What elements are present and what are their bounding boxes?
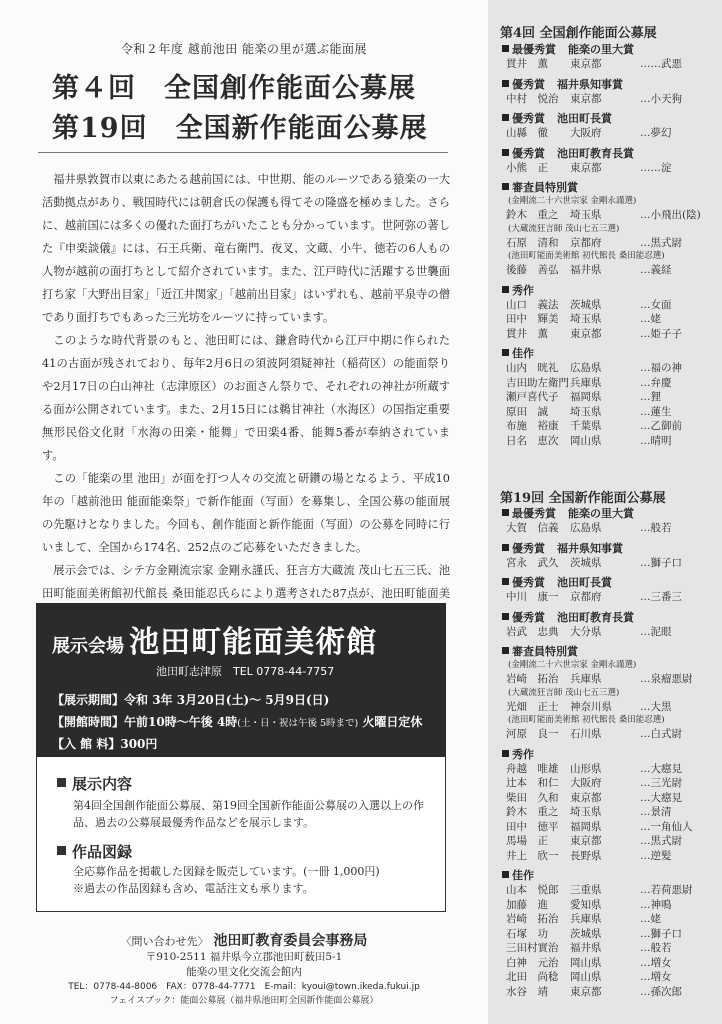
mask-title: …晴明 — [640, 434, 672, 447]
exhibit-content-text: 第4回全国創作能面公募展、第19回全国新作能面公募展の入選以上の作品、過去の公募展最優秀作品などを展示します。 — [73, 799, 424, 829]
winner-row — [502, 556, 716, 571]
award-block — [502, 644, 716, 742]
award-list-new — [502, 506, 716, 1004]
square-bullet-icon — [502, 647, 509, 654]
exhibit-info-box — [36, 757, 446, 912]
award-block — [502, 610, 716, 640]
winner-name: 山内 晄礼 — [506, 362, 559, 374]
square-bullet-icon — [502, 750, 509, 757]
winner-row — [502, 762, 716, 777]
award-category: 審査員特別賞 — [512, 181, 578, 194]
winner-prefecture: 福井県 — [570, 264, 602, 276]
winner-name: 小熊 正 — [506, 161, 548, 174]
award-name: 福井県知事賞 — [557, 77, 623, 91]
mask-title: …夢幻 — [640, 127, 672, 139]
winner-row — [502, 405, 716, 420]
square-bullet-icon — [502, 114, 509, 121]
winner-row — [502, 434, 716, 449]
award-title — [502, 42, 716, 57]
mask-title: …孫次郎 — [640, 985, 682, 998]
winner-prefecture: 岡山県 — [570, 434, 602, 447]
fee-value: 300円 — [120, 737, 158, 751]
winner-prefecture: 埼玉県 — [570, 313, 602, 325]
exhibition-subtitle: 令和２年度 越前池田 能楽の里が選ぶ能面展 — [120, 42, 368, 56]
award-title — [502, 541, 716, 556]
catalog-title: 作品図録 — [72, 843, 133, 861]
winner-prefecture: 東京都 — [570, 327, 602, 340]
award-title — [502, 146, 716, 161]
winner-row — [502, 390, 716, 405]
square-bullet-icon — [57, 846, 66, 855]
venue-name: 池田町能面美術館 — [129, 625, 378, 660]
winner-name: 鈴木 重之 — [506, 806, 559, 818]
winner-prefecture: 岡山県 — [570, 956, 602, 969]
winner-name: 石原 清和 — [506, 236, 559, 249]
winner-prefecture: 茨城県 — [570, 927, 602, 940]
award-title — [502, 506, 716, 521]
winner-row — [502, 927, 716, 942]
award-title — [502, 180, 716, 195]
winner-prefecture: 愛知県 — [570, 898, 602, 911]
mask-title: …三光尉 — [640, 777, 682, 789]
mask-title: …大黒 — [640, 700, 672, 713]
square-bullet-icon — [502, 286, 509, 293]
mask-title: …乙御前 — [640, 420, 682, 432]
contact-info — [0, 930, 488, 1008]
award-name: 池田町教育長賞 — [557, 610, 634, 624]
winner-name: 井上 欣一 — [506, 849, 559, 862]
square-bullet-icon — [502, 509, 509, 516]
award-title — [502, 346, 716, 361]
mask-title: …小飛出(陰) — [640, 209, 701, 221]
intro-paragraph: 展示会では、シテ方金剛流宗家 金剛永謹氏、狂言方大蔵流 茂山七五三氏、池田町能面美術館初代館長 桑田能忍氏らにより選考された87点が、池田町能面美 — [42, 564, 450, 600]
award-block — [502, 180, 716, 278]
selector-note: (大蔵流狂言師 茂山七五三選) — [508, 223, 620, 234]
award-title — [502, 575, 716, 590]
square-bullet-icon — [502, 544, 509, 551]
intro-text — [42, 168, 450, 628]
winner-row — [502, 521, 716, 536]
winner-row — [502, 236, 716, 251]
award-name: 能楽の里大賞 — [568, 507, 634, 520]
winner-name: 宮永 武久 — [506, 556, 559, 569]
winner-row — [502, 805, 716, 820]
square-bullet-icon — [502, 183, 509, 190]
award-name: 池田町教育長賞 — [557, 146, 634, 160]
mask-title: …神鳴 — [640, 898, 672, 911]
mask-title: …女面 — [640, 298, 672, 311]
award-title — [502, 283, 716, 298]
mask-title: …景清 — [640, 806, 672, 818]
winner-prefecture: 埼玉県 — [570, 405, 602, 418]
mask-title: …増女 — [640, 971, 672, 983]
hours-note: (土・日・祝は午後 5時まで) — [237, 718, 359, 729]
award-block — [502, 283, 716, 342]
award-list-creative — [502, 42, 716, 453]
winner-name: 辻本 和仁 — [506, 777, 559, 789]
winner-prefecture: 東京都 — [570, 58, 602, 70]
award-category: 優秀賞 — [512, 146, 545, 160]
catalog-heading — [57, 841, 132, 862]
winner-name: 山本 悦郎 — [506, 884, 559, 896]
square-bullet-icon — [502, 349, 509, 356]
contact-building: 能楽の里文化交流会館内 — [186, 966, 302, 978]
winner-name: 田中 輝美 — [506, 313, 559, 325]
section-title-creative: 第4回 全国創作能面公募展 — [500, 26, 657, 41]
winner-row — [502, 898, 716, 913]
hours-value: 午前10時～午後 4時 — [124, 715, 238, 729]
closed-day: 火曜日定休 — [362, 715, 423, 729]
mask-title: …姫子子 — [640, 327, 682, 340]
winner-name: 石塚 功 — [506, 927, 548, 940]
winner-row — [502, 590, 716, 605]
winner-prefecture: 広島県 — [570, 522, 602, 534]
winner-row — [502, 361, 716, 376]
divider — [38, 152, 448, 153]
mask-title: …黒式尉 — [640, 236, 682, 249]
winner-prefecture: 茨城県 — [570, 556, 602, 569]
award-category: 優秀賞 — [512, 77, 545, 91]
winner-prefecture: 大阪府 — [570, 127, 602, 139]
square-bullet-icon — [502, 45, 509, 52]
intro-paragraph: この「能楽の里 池田」が面を打つ人々の交流と研鑽の場となるよう、平成10年の「越前池田 能面能楽祭」で新作能面（写面）を募集し、全国公募の能面展の先駆けとなりました。今回も、創作能面と新作能面（写面）の公募を同時に行いまして、全国から174名、252点のご応募をいただきました。 — [42, 472, 450, 554]
square-bullet-icon — [57, 778, 66, 787]
winner-name: 鈴木 重之 — [506, 209, 559, 221]
winner-row — [502, 419, 716, 434]
award-category: 秀作 — [512, 283, 534, 297]
awards-column — [488, 0, 722, 1024]
mask-title: …黒式尉 — [640, 835, 682, 847]
winner-row — [502, 263, 716, 278]
winner-prefecture: 千葉県 — [570, 420, 602, 432]
exhibit-content-heading — [57, 773, 132, 794]
mask-title: …蓮生 — [640, 405, 672, 418]
winner-name: 中川 康一 — [506, 591, 559, 603]
award-category: 優秀賞 — [512, 576, 545, 589]
winner-name: 貫井 薫 — [506, 58, 548, 70]
mask-title: …福の神 — [640, 362, 682, 374]
contact-heading — [0, 930, 488, 950]
winner-prefecture: 大阪府 — [570, 777, 602, 789]
winner-row — [502, 941, 716, 956]
award-name: 池田町長賞 — [557, 576, 612, 589]
square-bullet-icon — [502, 578, 509, 585]
winner-row — [502, 834, 716, 849]
winner-name: 中村 悦治 — [506, 92, 559, 105]
winner-name: 吉田助左衛門 — [506, 376, 569, 389]
winner-row — [502, 700, 716, 715]
title-new-mask: 第19回 全国新作能面公募展 — [52, 113, 428, 144]
selector-note: (池田町能面美術館 初代館長 桑田能忍選) — [508, 715, 665, 725]
winner-prefecture: 埼玉県 — [570, 209, 602, 221]
winner-row — [502, 92, 716, 107]
mask-title: …大癋見 — [640, 791, 682, 804]
mask-title: …義経 — [640, 264, 672, 276]
winner-name: 柴田 久和 — [506, 791, 559, 804]
award-block — [502, 541, 716, 571]
award-category: 審査員特別賞 — [512, 645, 578, 658]
mask-title: ……武悪 — [640, 58, 682, 70]
winner-prefecture: 東京都 — [570, 92, 602, 105]
award-name: 池田町長賞 — [557, 112, 612, 125]
selector-note: (金剛流二十六世宗家 金剛永謹選) — [508, 196, 637, 206]
venue-address: 池田町志津原 TEL 0778-44-7757 — [156, 665, 335, 678]
intro-paragraph: このような時代背景のもと、池田町には、鎌倉時代から江戸中期に作られた41の古面が残されており、毎年2月6日の須波阿須疑神社（稲荷区）の能面祭りや2月17日の白山神社（志津原区）のお面さん祭りで、それぞれの神社が所蔵する面が公開されています。また、2月15日には鵜甘神社（水海区）の国指定重要無形民俗文化財「水海の田楽・能舞」で田楽4番、能舞5番が奉納されています。 — [42, 334, 450, 462]
winner-row — [502, 161, 716, 176]
contact-phone-email: TEL：0778-44-8006 FAX：0778-44-7771 E-mail：kyoui@town.ikeda.fukui.jp — [68, 982, 420, 992]
winner-prefecture: 長野県 — [570, 849, 602, 862]
mask-title: …弁慶 — [640, 376, 672, 389]
award-block — [502, 506, 716, 536]
winner-name: 岩武 忠典 — [506, 625, 559, 638]
winner-row — [502, 727, 716, 742]
winner-prefecture: 福岡県 — [570, 820, 602, 833]
square-bullet-icon — [502, 871, 509, 878]
winner-prefecture: 京都府 — [570, 591, 602, 603]
contact-label: 〈問い合わせ先〉 — [120, 935, 209, 948]
winner-row — [502, 208, 716, 223]
mask-title: …泉瘤悪尉 — [640, 673, 693, 685]
hours-label: 【開館時間】 — [52, 715, 125, 729]
award-category: 秀作 — [512, 747, 534, 761]
award-category: 最優秀賞 — [512, 507, 556, 520]
winner-prefecture: 山形県 — [570, 762, 602, 775]
winner-prefecture: 茨城県 — [570, 298, 602, 311]
winner-row — [502, 672, 716, 687]
selector-note: (大蔵流狂言師 茂山七五三選) — [508, 687, 620, 698]
mask-title: …増女 — [640, 956, 672, 969]
award-category: 佳作 — [512, 347, 534, 360]
winner-name: 水谷 靖 — [506, 985, 548, 998]
winner-name: 三田村實治 — [506, 942, 559, 954]
winner-name: 岩崎 拓治 — [506, 673, 559, 685]
winner-prefecture: 東京都 — [570, 161, 602, 174]
award-title — [502, 610, 716, 625]
winner-row — [502, 791, 716, 806]
period-value: 令和 3年 3月20日(土)～ 5月9日(日) — [124, 693, 330, 707]
venue-title — [52, 617, 377, 661]
winner-prefecture: 大分県 — [570, 625, 602, 638]
award-block — [502, 575, 716, 605]
winner-prefecture: 東京都 — [570, 985, 602, 998]
award-block — [502, 77, 716, 107]
winner-name: 光畑 正士 — [506, 700, 559, 713]
winner-row — [502, 57, 716, 72]
winner-row — [502, 970, 716, 985]
mask-title: …般若 — [640, 942, 672, 954]
winner-name: 後藤 善弘 — [506, 264, 559, 276]
square-bullet-icon — [502, 149, 509, 156]
award-block — [502, 868, 716, 999]
catalog-text-line: ※過去の作品図録も含め、電話注文も承ります。 — [73, 882, 314, 895]
winner-prefecture: 神奈川県 — [570, 700, 612, 713]
venue-label: 展示会場 — [52, 636, 124, 657]
venue-box — [36, 603, 446, 757]
mask-title: …小天狗 — [640, 92, 682, 105]
winner-prefecture: 石川県 — [570, 728, 602, 740]
winner-name: 舟越 唯雄 — [506, 762, 559, 775]
award-block — [502, 146, 716, 176]
winner-row — [502, 776, 716, 791]
contact-org: 池田町教育委員会事務局 — [213, 933, 368, 949]
award-category: 優秀賞 — [512, 541, 545, 555]
mask-title: …般若 — [640, 522, 672, 534]
opening-hours — [52, 713, 422, 730]
winner-prefecture: 三重県 — [570, 884, 602, 896]
exhibit-content-title: 展示内容 — [72, 775, 133, 793]
winner-name: 布施 裕康 — [506, 420, 559, 432]
square-bullet-icon — [502, 80, 509, 87]
award-block — [502, 747, 716, 864]
winner-row — [502, 883, 716, 898]
contact-address: 〒910-2511 福井県今立郡池田町薮田5-1 — [145, 951, 343, 963]
title-creative-mask: 第４回 全国創作能面公募展 — [52, 73, 416, 104]
mask-title: …姥 — [640, 313, 661, 325]
selector-note: (金剛流二十六世宗家 金剛永謹選) — [508, 660, 637, 670]
winner-prefecture: 京都府 — [570, 236, 602, 249]
contact-facebook: フェイスブック：能面公募展（福井県池田町全国新作能面公募展） — [109, 996, 379, 1006]
mask-title: …大癋見 — [640, 762, 682, 775]
winner-prefecture: 福岡県 — [570, 391, 602, 403]
mask-title: …獅子口 — [640, 556, 682, 569]
winner-row — [502, 912, 716, 927]
award-category: 優秀賞 — [512, 610, 545, 624]
winner-row — [502, 820, 716, 835]
winner-row — [502, 625, 716, 640]
award-name: 能楽の里大賞 — [568, 43, 634, 56]
winner-name: 北田 尚稔 — [506, 971, 559, 983]
winner-prefecture: 兵庫県 — [570, 673, 602, 685]
award-title — [502, 644, 716, 659]
winner-row — [502, 985, 716, 1000]
winner-name: 原田 誠 — [506, 405, 548, 418]
winner-name: 加藤 進 — [506, 898, 548, 911]
fee-label: 【入 館 料】 — [52, 737, 121, 751]
mask-title: …一角仙人 — [640, 820, 693, 833]
period-label: 【展示期間】 — [52, 693, 125, 707]
winner-name: 貫井 薫 — [506, 327, 548, 340]
winner-prefecture: 岡山県 — [570, 971, 602, 983]
winner-name: 山口 義法 — [506, 298, 559, 311]
mask-title: …逆髪 — [640, 849, 672, 862]
winner-prefecture: 兵庫県 — [570, 376, 602, 389]
award-category: 優秀賞 — [512, 112, 545, 125]
winner-row — [502, 849, 716, 864]
mask-title: …獅子口 — [640, 927, 682, 940]
mask-title: ……淀 — [640, 161, 672, 174]
mask-title: …若荷悪尉 — [640, 884, 693, 896]
winner-name: 河原 良一 — [506, 728, 559, 740]
award-block — [502, 42, 716, 72]
winner-prefecture: 埼玉県 — [570, 806, 602, 818]
winner-row — [502, 298, 716, 313]
award-block — [502, 111, 716, 141]
winner-prefecture: 兵庫県 — [570, 913, 602, 925]
section-title-new: 第19回 全国新作能面公募展 — [500, 491, 666, 506]
catalog-text — [73, 863, 437, 897]
winner-name: 瀬戸喜代子 — [506, 391, 559, 403]
winner-row — [502, 956, 716, 971]
award-category: 佳作 — [512, 869, 534, 882]
award-title — [502, 111, 716, 126]
catalog-text-line: 全応募作品を掲載した図録を販売しています。(一冊 1,000円) — [73, 865, 380, 878]
selector-note: (池田町能面美術館 初代館長 桑田能忍選) — [508, 251, 665, 261]
winner-prefecture: 東京都 — [570, 791, 602, 804]
winner-row — [502, 126, 716, 141]
winner-prefecture: 東京都 — [570, 835, 602, 847]
mask-title: …白式尉 — [640, 728, 682, 740]
award-title — [502, 747, 716, 762]
winner-row — [502, 312, 716, 327]
mask-title: …狸 — [640, 391, 661, 403]
winner-name: 田中 徳平 — [506, 820, 559, 833]
winner-row — [502, 327, 716, 342]
admission-fee — [52, 735, 157, 752]
winner-row — [502, 376, 716, 391]
square-bullet-icon — [502, 613, 509, 620]
winner-name: 日名 恵次 — [506, 434, 559, 447]
winner-name: 馬場 正 — [506, 835, 548, 847]
winner-prefecture: 広島県 — [570, 362, 602, 374]
award-title — [502, 77, 716, 92]
mask-title: …泥眼 — [640, 625, 672, 638]
award-name: 福井県知事賞 — [557, 541, 623, 555]
mask-title: …姥 — [640, 913, 661, 925]
winner-name: 白神 元治 — [506, 956, 559, 969]
winner-prefecture: 福井県 — [570, 942, 602, 954]
winner-name: 山縣 徹 — [506, 127, 548, 139]
exhibition-period — [52, 691, 329, 708]
mask-title: …三番三 — [640, 591, 682, 603]
award-category: 最優秀賞 — [512, 43, 556, 56]
award-title — [502, 868, 716, 883]
winner-name: 岩崎 拓治 — [506, 913, 559, 925]
award-block — [502, 346, 716, 448]
winner-name: 大賀 信義 — [506, 522, 559, 534]
intro-paragraph: 福井県敦賀市以東にあたる越前国には、中世期、能のルーツである猿楽の一大活動拠点があり、戦国時代には朝倉氏の保護も得てその隆盛を極めました。さらに、越前国には多くの優れた面打ちがいたことも分かっています。世阿弥の著した『申楽談儀』には、石王兵衛、竜右衛門、夜叉、文蔵、小牛、徳若の6人もの人物が越前の面打ちとして紹介されています。また、江戸時代に活躍する世襲面打ち家「大野出目家」「近江井関家」「越前出目家」はいずれも、越前平泉寺の僧であり面打ちでもあった三光坊をルーツに持っています。 — [42, 173, 450, 324]
